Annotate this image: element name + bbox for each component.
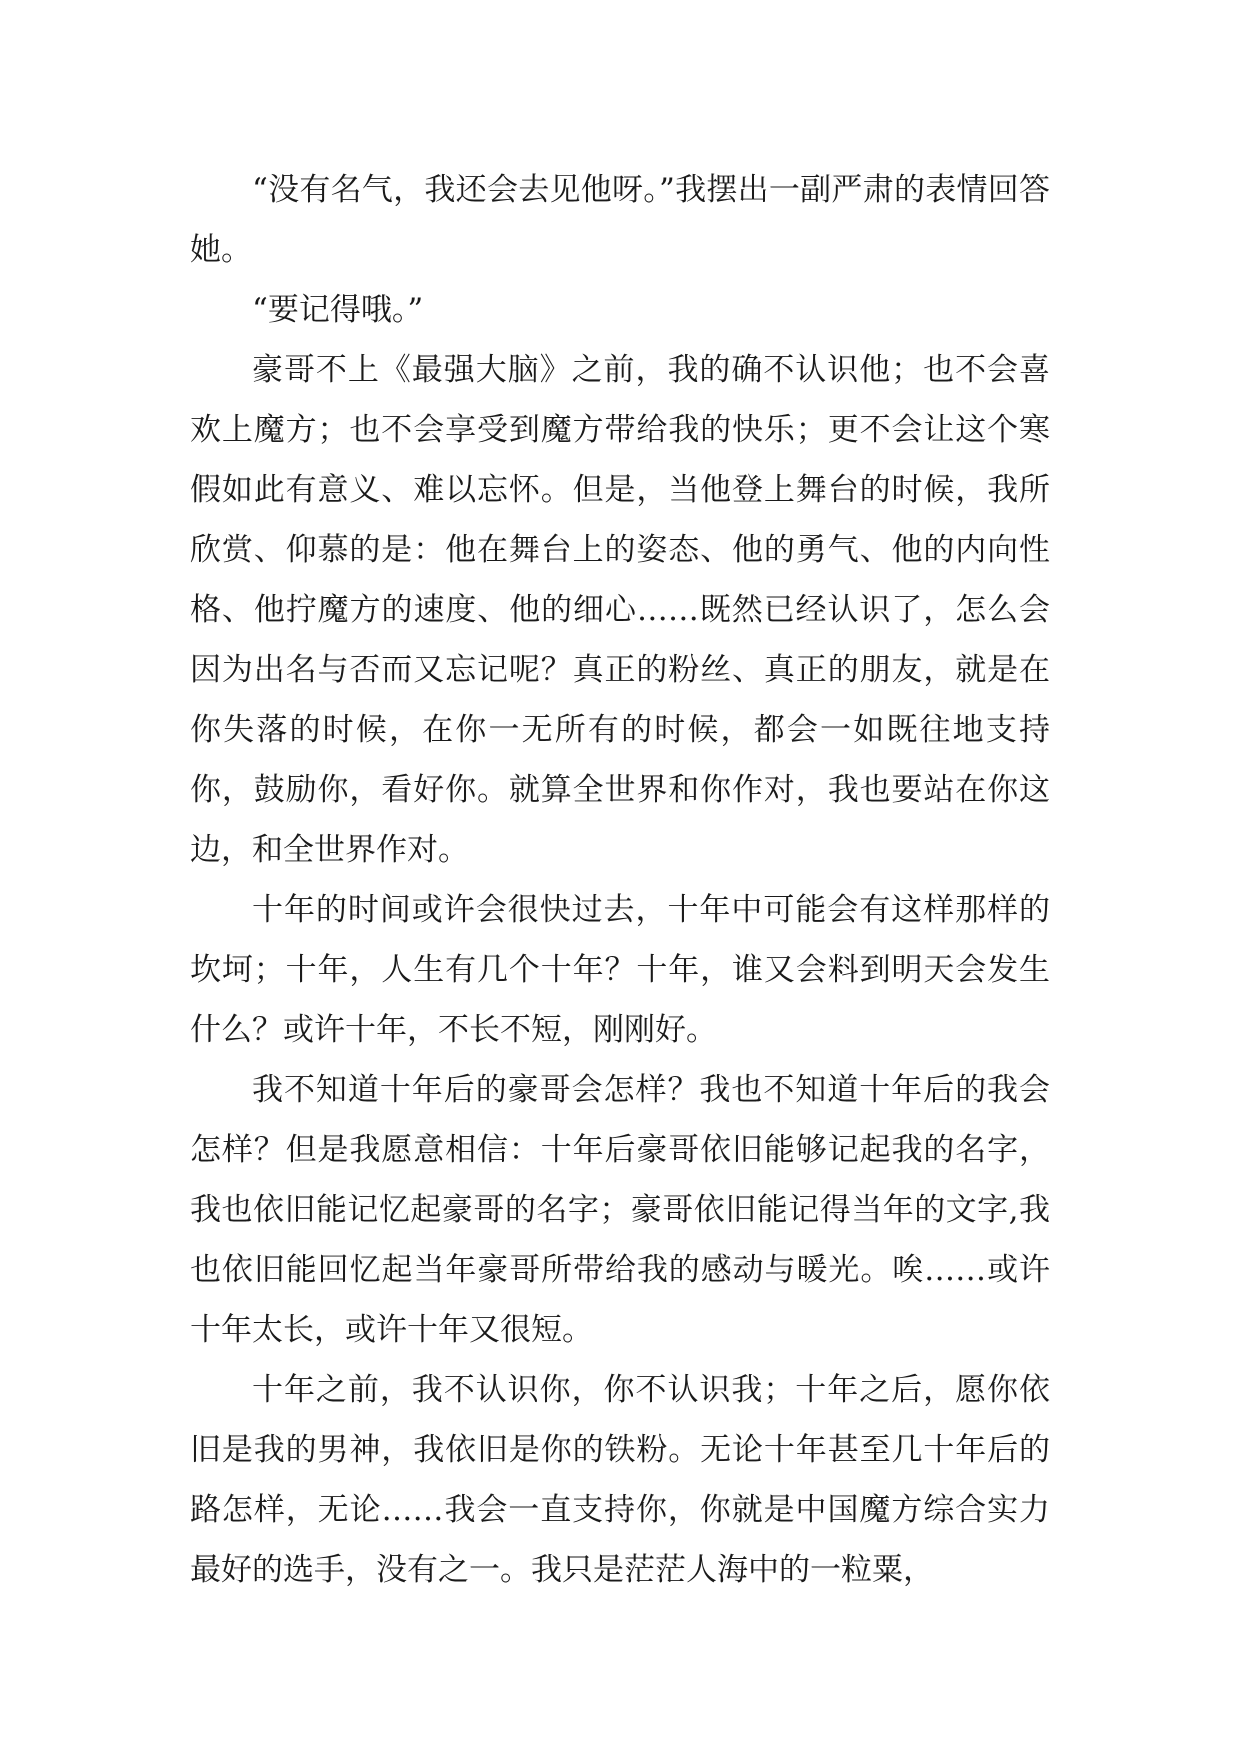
paragraph-6: 十年之前，我不认识你，你不认识我；十年之后，愿你依旧是我的男神，我依旧是你的铁粉。无论十年甚至几十年后的路怎样，无论……我会一直支持你，你就是中国魔方综合实力最好的选手，没有之一。我只是茫茫人海中的一粒粟， — [190, 1372, 1050, 1588]
paragraph-5: 我不知道十年后的豪哥会怎样？我也不知道十年后的我会怎样？但是我愿意相信：十年后豪哥依旧能够记起我的名字，我也依旧能记忆起豪哥的名字；豪哥依旧能记得当年的文字,我也依旧能回忆起当年豪哥所带给我的感动与暖光。唉……或许十年太长，或许十年又很短。 — [190, 1072, 1050, 1348]
paragraph-4: 十年的时间或许会很快过去，十年中可能会有这样那样的坎坷；十年，人生有几个十年？十年，谁又会料到明天会发生什么？或许十年，不长不短，刚刚好。 — [190, 892, 1050, 1048]
body-text — [190, 160, 1050, 1600]
paragraph-3: 豪哥不上《最强大脑》之前，我的确不认识他；也不会喜欢上魔方；也不会享受到魔方带给我的快乐；更不会让这个寒假如此有意义、难以忘怀。但是，当他登上舞台的时候，我所欣赏、仰慕的是：他在舞台上的姿态、他的勇气、他的内向性格、他拧魔方的速度、他的细心……既然已经认识了，怎么会因为出名与否而又忘记呢？真正的粉丝、真正的朋友，就是在你失落的时候，在你一无所有的时候，都会一如既往地支持你，鼓励你，看好你。就算全世界和你作对，我也要站在你这边，和全世界作对。 — [190, 352, 1050, 868]
paragraph-2: “要记得哦。” — [252, 292, 424, 328]
paragraph-1: “没有名气，我还会去见他呀。”我摆出一副严肃的表情回答她。 — [190, 172, 1050, 268]
